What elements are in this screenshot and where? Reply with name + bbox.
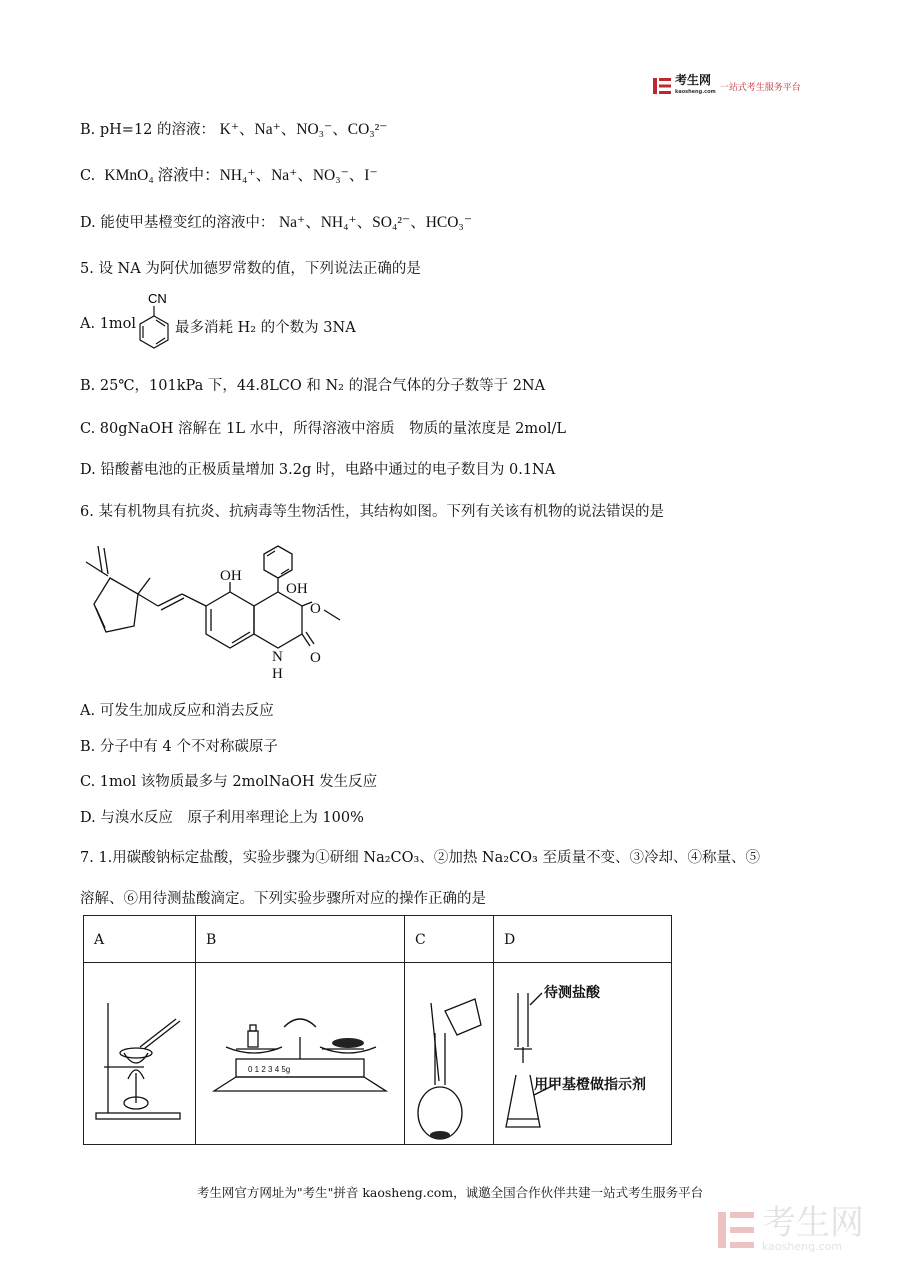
volumetric-flask-icon [405,963,493,1140]
option-b-header: B [196,916,405,963]
q4-option-c: C. KMnO₄ 溶液中：NH₄⁺、Na⁺、NO₃⁻、I⁻ [80,167,378,184]
option-a-header: A [84,916,196,963]
header-slogan: 一站式考生服务平台 [719,82,801,93]
watermark-site: kaosheng.com [762,1240,843,1253]
q5-option-d: D. 铅酸蓄电池的正极质量增加 3.2g 时，电路中通过的电子数目为 0.1NA [80,462,556,478]
header-logo [652,74,801,98]
logo-name: 考生网 kaosheng.com [675,74,716,98]
q7-stem-line1: 7. 1.用碳酸钠标定盐酸，实验步骤为①研细 Na₂CO₃、②加热 Na₂CO₃ 至质量不变、③冷却、④称量、⑤ [80,850,760,866]
q5-option-c: C. 80gNaOH 溶解在 1L 水中，所得溶液中溶质 物质的量浓度是 2mol/L [80,421,567,437]
balance-scale-label: 0 1 2 3 4 5g [248,1065,291,1074]
balance-icon [196,963,404,1140]
q6-option-c: C. 1mol 该物质最多与 2molNaOH 发生反应 [80,774,378,790]
option-d-header: D [494,916,672,963]
q6-option-d: D. 与溴水反应 原子利用率理论上为 100% [80,810,364,826]
q6-option-b: B. 分子中有 4 个不对称碳原子 [80,739,278,755]
oh-label-1: OH [220,568,242,584]
q5-option-b: B. 25℃，101kPa 下，44.8LCO 和 N₂ 的混合气体的分子数等于 2NA [80,378,546,394]
option-c-image [405,963,494,1145]
cn-label: CN [148,291,167,306]
q6-option-a: A. 可发生加成反应和消去反应 [80,703,274,719]
logo-site: kaosheng.com [675,89,716,95]
q7-stem-line2: 溶解、⑥用待测盐酸滴定。下列实验步骤所对应的操作正确的是 [80,891,486,907]
titrant-label: 待测盐酸 [544,985,600,1001]
q4-option-d: D. 能使甲基橙变红的溶液中： Na⁺、NH₄⁺、SO₄²⁻、HCO₃⁻ [80,214,473,231]
option-c-header: C [405,916,494,963]
q5-option-a-suffix: 最多消耗 H₂ 的个数为 3NA [175,320,356,336]
option-d-image [494,963,672,1145]
q5-option-a: A. 1mol [80,316,137,332]
q7-options-table [83,915,672,1145]
carbonyl-o-label: O [310,650,321,666]
benzonitrile-structure [128,290,174,360]
titration-icon [494,963,671,1140]
q5-stem: 5. 设 NA 为阿伏加德罗常数的值，下列说法正确的是 [80,261,421,277]
watermark-logo-icon [716,1208,756,1252]
q4-option-b: B. pH=12 的溶液： K⁺、Na⁺、NO₃⁻、CO₃²⁻ [80,121,388,138]
watermark-text: 考生网 [762,1203,864,1243]
q6-molecule-structure [80,536,360,686]
nh-n-label: N [272,649,283,665]
option-a-image [84,963,196,1145]
oh-label-2: OH [286,581,308,597]
q6-stem: 6. 某有机物具有抗炎、抗病毒等生物活性，其结构如图。下列有关该有机物的说法错误的是 [80,504,664,520]
watermark [716,1203,864,1253]
nh-h-label: H [272,666,283,682]
crucible-heating-icon [84,963,195,1140]
kaosheng-logo-icon [652,76,672,96]
page-footer: 考生网官方网址为"考生"拼音 kaosheng.com，诚邀全国合作伙伴共建一站式考生服务平台 [196,1185,704,1200]
methoxy-o-label: O [310,601,321,617]
indicator-label: 用甲基橙做指示剂 [534,1077,646,1093]
option-b-image [196,963,405,1145]
